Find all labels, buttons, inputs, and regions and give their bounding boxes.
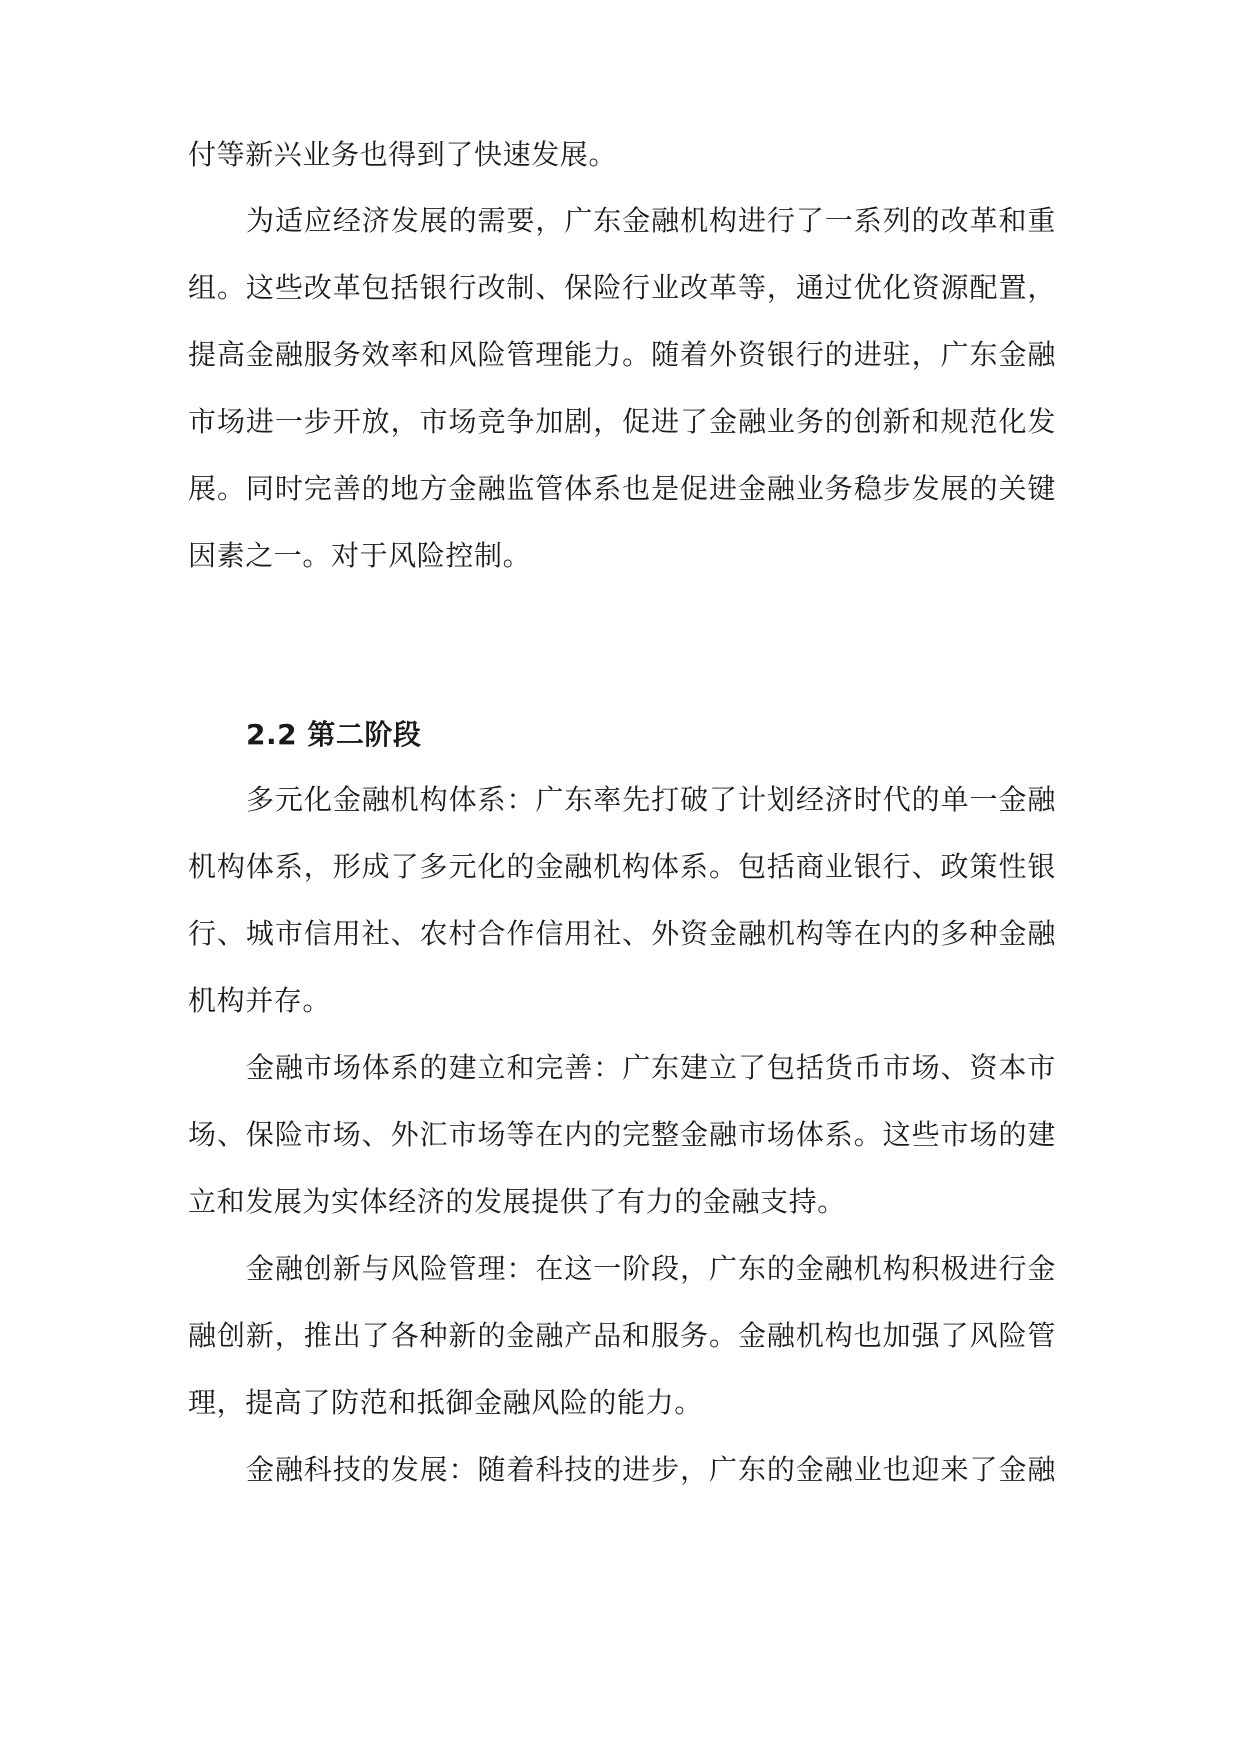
- text-line: 提高金融服务效率和风险管理能力。随着外资银行的进驻，广东金融: [188, 338, 1056, 371]
- text-line: 立和发展为实体经济的发展提供了有力的金融支持。: [188, 1185, 846, 1218]
- text-line: 多元化金融机构体系：广东率先打破了计划经济时代的单一金融: [246, 783, 1056, 816]
- text-line: 付等新兴业务也得到了快速发展。: [188, 138, 618, 171]
- text-line: 机构体系，形成了多元化的金融机构体系。包括商业银行、政策性银: [188, 850, 1056, 883]
- text-line: 因素之一。对于风险控制。: [188, 539, 532, 572]
- text-line: 融创新，推出了各种新的金融产品和服务。金融机构也加强了风险管: [188, 1319, 1056, 1352]
- text-line: 组。这些改革包括银行改制、保险行业改革等，通过优化资源配置，: [188, 271, 1056, 304]
- text-line: 金融科技的发展：随着科技的进步，广东的金融业也迎来了金融: [246, 1453, 1056, 1486]
- text-line: 场、保险市场、外汇市场等在内的完整金融市场体系。这些市场的建: [188, 1118, 1056, 1151]
- text-line: 行、城市信用社、农村合作信用社、外资金融机构等在内的多种金融: [188, 917, 1056, 950]
- section-heading: 2.2 第二阶段: [246, 718, 422, 751]
- text-line: 金融创新与风险管理：在这一阶段，广东的金融机构积极进行金: [246, 1252, 1056, 1285]
- text-line: 市场进一步开放，市场竞争加剧，促进了金融业务的创新和规范化发: [188, 405, 1056, 438]
- text-line: 金融市场体系的建立和完善：广东建立了包括货币市场、资本市: [246, 1051, 1056, 1084]
- text-line: 机构并存。: [188, 984, 332, 1017]
- text-line: 为适应经济发展的需要，广东金融机构进行了一系列的改革和重: [246, 204, 1056, 237]
- text-line: 展。同时完善的地方金融监管体系也是促进金融业务稳步发展的关键: [188, 472, 1056, 505]
- text-line: 理，提高了防范和抵御金融风险的能力。: [188, 1386, 703, 1419]
